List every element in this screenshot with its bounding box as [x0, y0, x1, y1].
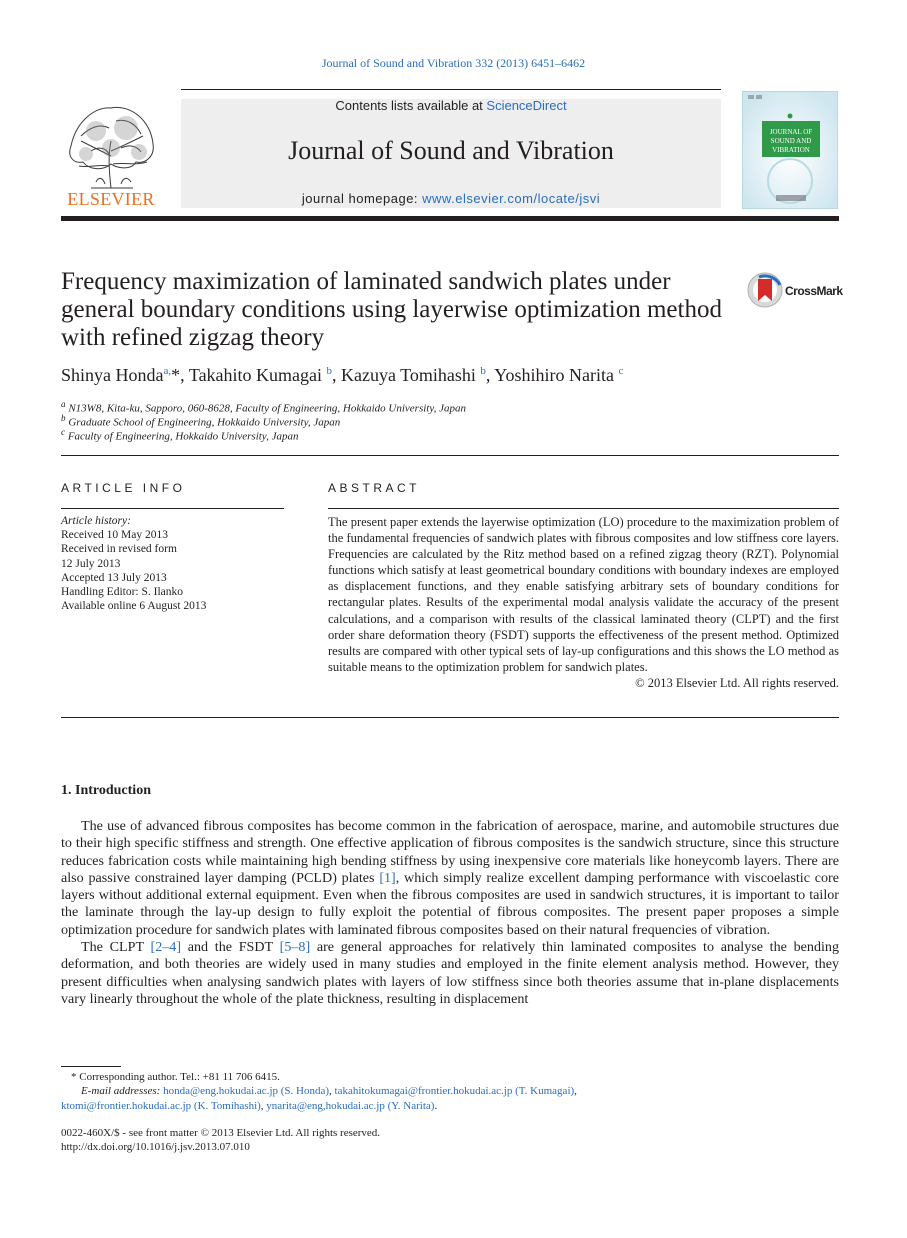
affiliation-label: a — [61, 399, 66, 409]
abstract-text: The present paper extends the layerwise optimization (LO) procedure to the maximization problem of the fundamental frequencies of sandwich plates with fibrous composites and low stiffness core layers. Frequencies are calculated by the Ritz method based on a refined zigzag theory (RZT). Polynomial functions which satisfy at least geometrical boundary conditions with boundary indexes are employed as displacement functions, and they enable satisfying arbitrary sets of boundary conditions for rectangular plates. Results of the experimental modal analysis validate the accuracy of the present calculations, and a comparison with results of the classical laminated theory (CLPT) and the first order share deformation theory (FSDT) supports the effectiveness of the present method. Optimized results are compared with other typical sets of lay-up configurations and this shows the LO method as suitable means to the optimization problem for sandwich plates. — [328, 515, 839, 674]
cover-title: JOURNAL OF SOUND AND VIBRATION — [769, 128, 813, 154]
email-separator: . — [434, 1100, 438, 1112]
affiliation — [61, 427, 761, 443]
email-link[interactable]: honda@eng.hokudai.ac.jp (S. Honda) — [163, 1085, 330, 1097]
paragraph — [61, 818, 839, 939]
article-title: Frequency maximization of laminated sandwich plates under general boundary conditions using layerwise optimization method with refined zigzag theory — [61, 268, 722, 351]
crossmark-badge[interactable] — [746, 271, 844, 309]
author-affiliation-ref[interactable]: b — [326, 365, 333, 377]
author-name: Shinya Honda — [61, 365, 164, 385]
contents-line — [181, 98, 721, 113]
author-name: Yoshihiro Narita — [494, 365, 614, 385]
author-name: Takahito Kumagai — [188, 365, 323, 385]
author-name: Kazuya Tomihashi — [341, 365, 476, 385]
crossmark-icon — [746, 271, 784, 309]
elsevier-wordmark: ELSEVIER — [67, 189, 155, 209]
email-separator: , — [260, 1100, 267, 1112]
text-run: , which simply realize excellent damping performance with viscoelastic core layers without additional external equipment. Even when the fibrous composites are used in sandwich structures, it is important to tailor the laminate through the lay-up design to fully exploit the potential of fibrous composites. The present paper proposes a simple optimization procedure for sandwich plates with laminated fibrous composites based on their natural frequencies of vibration. — [61, 869, 839, 938]
history-line: Handling Editor: S. Ilanko — [61, 586, 184, 599]
introduction-heading: 1. Introduction — [61, 783, 151, 798]
affiliation-label: c — [61, 427, 66, 437]
author-list: Shinya Honda$^{a,}$*, Takahito Kumagai $^b$, Kazuya Tomihashi $^b$, Yoshihiro Narita $^c$ — [61, 365, 624, 385]
crossmark-label: CrossMark — [785, 284, 843, 298]
email-addresses-cont — [61, 1099, 839, 1113]
email-link[interactable]: ktomi@frontier.hokudai.ac.jp (K. Tomihashi) — [61, 1100, 261, 1112]
author-affiliation-ref[interactable]: c — [618, 365, 624, 377]
affiliation-text: Faculty of Engineering, Hokkaido University, Japan — [67, 430, 299, 443]
abstract-heading: ABSTRACT — [328, 481, 421, 495]
abstract-rule — [328, 508, 839, 509]
journal-homepage — [181, 191, 721, 206]
affiliation-label: b — [61, 413, 66, 423]
article-history — [61, 514, 291, 613]
email-label: E-mail addresses: — [81, 1085, 161, 1097]
article-info-rule — [61, 508, 284, 509]
email-addresses — [61, 1084, 841, 1098]
author-affiliation-ref[interactable]: b — [480, 365, 486, 377]
masthead-bottom-rule — [61, 216, 839, 221]
footnote-rule — [61, 1066, 121, 1067]
masthead-top-rule — [181, 89, 721, 90]
doi-link[interactable]: http://dx.doi.org/10.1016/j.jsv.2013.07.010 — [61, 1141, 250, 1153]
elsevier-logo — [61, 96, 161, 211]
affiliation-text: Graduate School of Engineering, Hokkaido University, Japan — [68, 416, 341, 429]
text-run: The CLPT — [81, 939, 151, 956]
email-link[interactable]: takahitokumagai@frontier.hokudai.ac.jp (T. Kumagai) — [334, 1085, 575, 1097]
reference-link[interactable]: [2–4] — [150, 939, 182, 956]
text-run: The use of advanced fibrous composites has become common in the fabrication of aerospace, marine, and automobile structures due to their high specific stiffness and strength. One effective application of fibrous composites is the sandwich structure, since this structure reduces fabrication costs while maintaining high bending stiffness by using inexpensive core materials like honeycomb layers. There are also passive constrained layer damping (PCLD) plates — [61, 818, 839, 886]
abstract-body — [328, 514, 839, 691]
journal-citation[interactable]: Journal of Sound and Vibration 332 (2013) 6451–6462 — [321, 56, 586, 70]
corresponding-mark[interactable]: * — [171, 365, 181, 385]
article-info-heading: ARTICLE INFO — [61, 481, 186, 495]
email-link[interactable]: ynarita@eng,hokudai.ac.jp (Y. Narita) — [266, 1100, 435, 1112]
contents-prefix: Contents lists available at — [335, 98, 487, 113]
author-affiliation-ref[interactable]: a, — [163, 365, 172, 377]
history-line: Accepted 13 July 2013 — [61, 571, 167, 584]
reference-link[interactable]: [5–8] — [279, 939, 311, 956]
issn-line: 0022-460X/$ - see front matter © 2013 Elsevier Ltd. All rights reserved. — [61, 1127, 381, 1139]
history-line: Received in revised form — [61, 543, 177, 556]
history-label: Article history: — [61, 515, 131, 527]
text-run: are general approaches for relatively thin laminated composites to analyse the bending deformation, and both theories are widely used in many studies and employed in the finite element analysis method. However, they present difficulties when analysing sandwich plates with layers of low stiffness since both theories assume that in-plane displacements vary linearly throughout the whole of the plate thickness, resulting in displacement — [61, 939, 839, 1007]
sciencedirect-link[interactable]: ScienceDirect — [486, 98, 567, 113]
journal-name: Journal of Sound and Vibration — [288, 136, 614, 165]
reference-link[interactable]: [1] — [379, 869, 396, 886]
homepage-prefix: journal homepage: — [301, 191, 423, 206]
history-line: Available online 6 August 2013 — [61, 600, 207, 613]
homepage-link[interactable]: www.elsevier.com/locate/jsvi — [422, 191, 601, 206]
email-separator: , — [574, 1085, 577, 1097]
journal-cover[interactable] — [742, 91, 838, 209]
text-run: and the FSDT — [181, 939, 280, 956]
abstract-copyright: © 2013 Elsevier Ltd. All rights reserved. — [635, 675, 839, 690]
section-rule — [61, 455, 839, 456]
affiliation-text: N13W8, Kita-ku, Sapporo, 060-8628, Faculty of Engineering, Hokkaido University, Japan — [68, 402, 466, 415]
paragraph — [61, 939, 839, 1008]
section-rule — [61, 717, 839, 718]
history-line: Received 10 May 2013 — [61, 529, 168, 542]
email-separator: , — [329, 1085, 335, 1097]
corresponding-author-note: * Corresponding author. Tel.: +81 11 706 6415. — [71, 1071, 280, 1083]
introduction-body — [61, 818, 839, 1008]
history-line: 12 July 2013 — [61, 557, 121, 570]
